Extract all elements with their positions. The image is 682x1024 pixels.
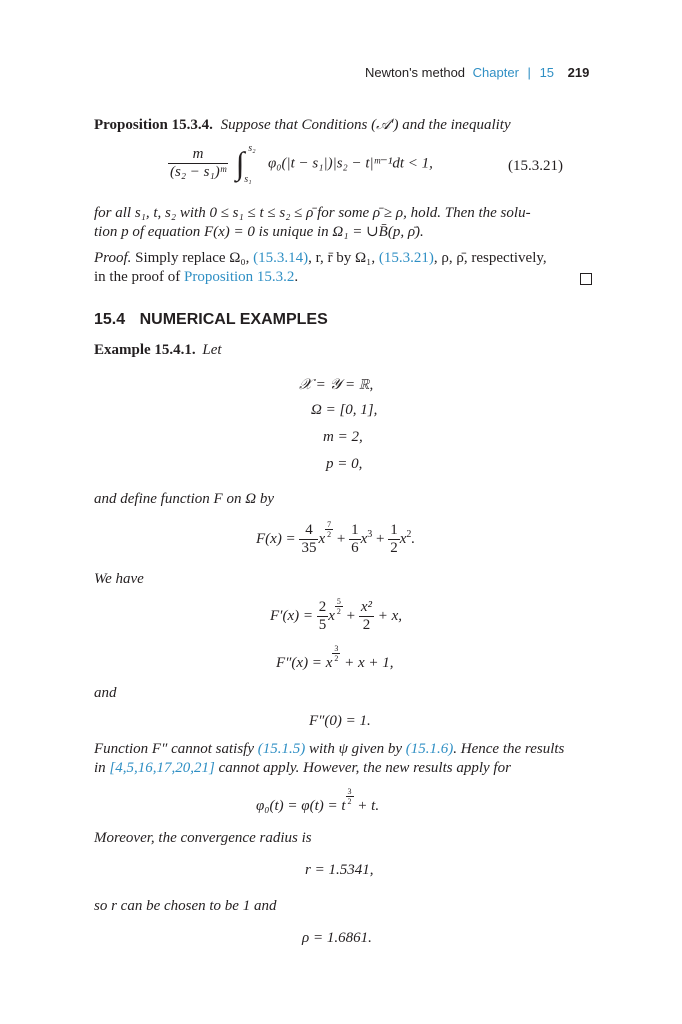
section-title: NUMERICAL EXAMPLES [139,311,328,328]
F-t1-power [325,520,333,539]
integral-upper: s₂ [248,143,256,154]
F-t1-pow-num: 7 [327,520,332,529]
proposition-heading [94,115,511,135]
running-title: Newton's method [365,65,466,80]
Fpp-tail: + x + 1, [344,655,394,672]
Fp-t1-power [335,597,343,616]
eq-numerator: m [192,145,204,162]
Fpp-pow-num: 3 [334,644,339,653]
integrand: φ₀(|t − s₁|)|s₂ − t|ᵐ⁻¹dt < 1, [268,155,433,172]
Fp-equation: F′(x) = $\frac{2}{5}$ x $\frac{5}{2}$ + $\frac{\text{x²}}{2}$ + x, [270,597,403,634]
ref-15-3-14[interactable]: (15.3.14) [253,250,309,266]
F-term-2-coef [349,522,361,557]
integral-lower: s₁ [244,174,252,185]
F-equation: F(x) = $\frac{4}{35}$ x $\frac{7}{2}$ + $\frac{1}{6}$ $x^3$ + $\frac{1}{2}$ $x^2$. [256,520,416,557]
phi-lhs: φ₀(t) = φ(t) = t [256,798,346,815]
section-heading [94,311,328,329]
example-label: Example 15.4.1. [94,342,196,358]
F-lhs: F(x) = [256,531,296,548]
phi-equation [256,787,379,815]
r-value: r = 1.5341, [305,862,374,878]
Fp-term-2 [359,599,374,634]
def-omega: Ω = [0, 1], [311,402,378,418]
def-m: m = 2, [323,429,363,445]
Fpp-pow-den: 2 [334,654,339,663]
Fpp-power [332,644,340,663]
F-term-3-coef [388,522,400,557]
def-p: p = 0, [326,456,363,472]
chapter-label: Chapter [472,65,519,80]
ref-15-3-21[interactable]: (15.3.21) [378,250,434,266]
paragraph-line-2 [94,758,511,778]
paragraph-line-1 [94,739,564,759]
proof-text-1: Simply replace Ω₀, [135,250,250,266]
ref-15-1-6[interactable]: (15.1.6) [405,741,454,757]
F-term-1-coef [299,522,318,557]
qed-box [580,272,592,290]
para-1-c: . Hence the results [453,741,565,757]
we-have-text: We have [94,571,144,587]
F-t1-den: 35 [301,540,317,557]
F-t3-pow: 2 [406,529,412,541]
so-text: so r can be chosen to be 1 and [94,898,277,914]
proof-line-2 [94,267,298,287]
page-number: 219 [567,65,590,80]
F-t3-den: 2 [390,540,398,557]
Fp-t2-den: 2 [359,616,374,634]
Fp-term-1-coef [317,599,329,634]
proof-line-1 [94,248,547,268]
para-1-b: with ψ given by [308,741,403,757]
Fp-t1-den: 5 [318,617,327,634]
Fp-t2-num: x² [360,599,373,616]
section-number: 15.4 [94,311,126,328]
F-t1-num: 4 [305,522,313,539]
para-2-b: cannot apply. However, the new results apply for [218,760,511,776]
moreover-text: Moreover, the convergence radius is [94,830,312,846]
Fp-t1-pow-num: 5 [336,597,341,606]
chapter-number: 15 [539,65,555,80]
Fp-t1-num: 2 [318,599,327,616]
ref-proposition-15-3-2[interactable]: Proposition 15.3.2 [183,269,295,285]
integral-limits [244,143,264,185]
and-text: and [94,685,117,701]
proof-label: Proof. [94,250,132,266]
rho-value: ρ = 1.6861. [302,930,372,946]
proposition-statement-1: for all s₁, t, s₂ with 0 ≤ s₁ ≤ t ≤ s₂ ≤ ρ̄ for some ρ̄ ≥ ρ, hold. Then the solu- [94,205,531,221]
F-t1-pow-den: 2 [327,530,332,539]
ref-15-1-5[interactable]: (15.1.5) [257,741,306,757]
Fpp-zero: F″(0) = 1. [309,713,371,729]
qed-icon [580,273,592,285]
F-t2-pow: 3 [367,529,373,541]
example-heading [94,340,222,360]
Fpp-equation: F″(x) = x $\frac{3}{2}$ + x + 1, [276,644,394,672]
phi-power [346,787,354,806]
header-separator: | [527,65,531,80]
para-1-a: Function F″ cannot satisfy [94,741,254,757]
equation-number: (15.3.21) [508,158,563,174]
define-text: and define function F on Ω by [94,491,274,507]
phi-pow-den: 2 [347,797,352,806]
eq-fraction [168,146,228,181]
running-header [365,65,589,80]
phi-tail: + t. [357,798,380,815]
proposition-statement-2: tion p of equation F(x) = 0 is unique in Ω₁ = ∪B̄(p, ρ̄). [94,224,424,240]
proof-line-2-end: . [294,269,299,285]
Fp-lhs: F′(x) = [270,608,313,625]
F-t2-num: 1 [351,522,359,539]
def-space: 𝒳 = 𝒴 = ℝ, [299,377,374,393]
proposition-equation [168,143,433,183]
proof-text-2: , r, r̄ by Ω₁, [308,250,376,266]
Fp-tail: + x, [377,608,403,625]
F-t2-den: 6 [351,540,359,557]
Fpp-lhs: F″(x) = [276,655,322,672]
proof-line-2-text: in the proof of [94,269,181,285]
proposition-label: Proposition 15.3.4. [94,117,213,133]
para-2-a: in [94,760,106,776]
F-t3-num: 1 [390,522,398,539]
phi-pow-num: 3 [347,787,352,796]
integral-sign: ∫ [235,145,245,181]
eq-denominator: (s₂ − s₁)ᵐ [170,163,226,180]
proposition-intro: Suppose that Conditions (𝒜′) and the inequality [220,117,511,133]
example-intro: Let [202,342,222,358]
Fp-t1-pow-den: 2 [336,607,341,616]
ref-citations[interactable]: [4,5,16,17,20,21] [109,760,215,776]
proof-text-3: , ρ, ρ̄, respectively, [433,250,547,266]
